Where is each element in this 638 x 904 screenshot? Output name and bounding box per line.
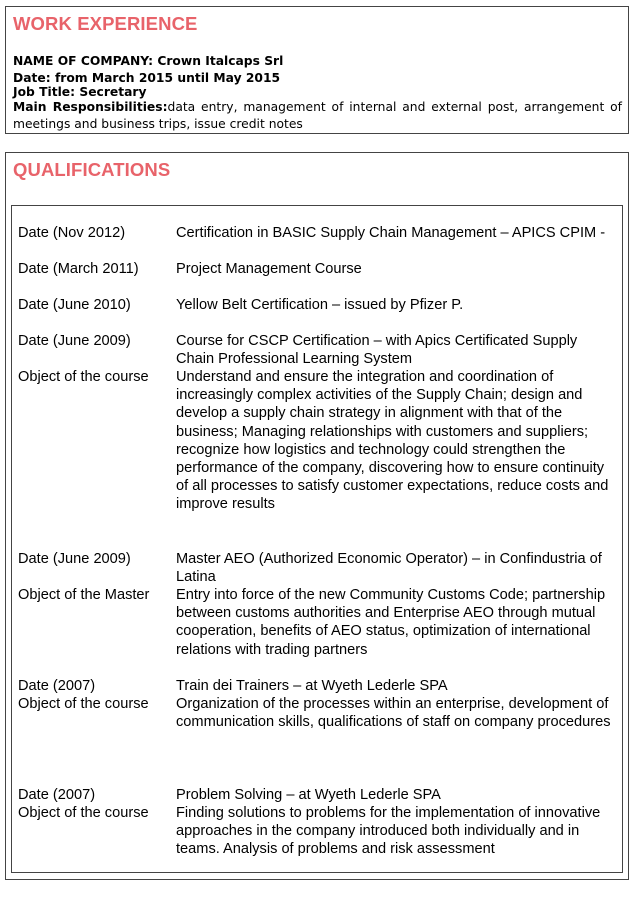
entry-text: Yellow Belt Certification – issued by Pfizer P.	[176, 297, 464, 313]
entry-label: Date (June 2010)	[18, 297, 131, 313]
date-value: from March 2015 until May 2015	[54, 71, 281, 85]
responsibilities-label: Main Responsibilities:	[13, 100, 168, 114]
entry-text: Problem Solving – at Wyeth Lederle SPA	[176, 787, 441, 803]
entry-text: Project Management Course	[176, 261, 362, 277]
responsibilities-value: data entry, management of internal and external post, arrangement of meetings and business trips, issue credit notes	[13, 100, 622, 131]
work-experience-title: WORK EXPERIENCE	[13, 13, 198, 34]
entry-label: Object of the course	[18, 696, 149, 712]
entry-text: Understand and ensure the integration and coordination of increasingly complex activities of the Supply Chain; design and develop a supply chain strategy in alignment with that of the business; Managing relationships with customers and suppliers; recognize how logistics and technology could strengthen the performance of the company, discovering how to ensure continuity of all processes to satisfy customer expectations, reduce costs and improve results	[176, 369, 609, 513]
entry-text: Train dei Trainers – at Wyeth Lederle SPA	[176, 678, 448, 694]
entry-text: Finding solutions to problems for the implementation of innovative approaches in the company introduced both individually and in teams. Analysis of problems and risk assessment	[176, 805, 601, 858]
entry-label: Object of the Master	[18, 587, 150, 603]
work-experience-section	[5, 6, 629, 134]
responsibilities-line	[13, 99, 622, 133]
qualifications-section	[5, 152, 629, 880]
entry-label: Date (2007)	[18, 787, 96, 803]
entry-label: Object of the course	[18, 369, 149, 385]
entry-label: Date (June 2009)	[18, 551, 131, 567]
qualifications-table	[11, 205, 623, 873]
entry-label: Date (2007)	[18, 678, 96, 694]
entry-label: Date (March 2011)	[18, 261, 139, 277]
company-label: NAME OF COMPANY:	[13, 54, 154, 68]
company-value: Crown Italcaps Srl	[157, 54, 284, 68]
entry-text: Master AEO (Authorized Economic Operator) – in Confindustria of Latina	[176, 551, 602, 586]
job-title-value: Secretary	[79, 85, 147, 99]
entry-text: Course for CSCP Certification – with Apics Certificated Supply Chain Professional Learning System	[176, 333, 578, 368]
qualifications-title: QUALIFICATIONS	[13, 159, 171, 180]
entry-label: Date (June 2009)	[18, 333, 131, 349]
entry-text: Organization of the processes within an enterprise, development of communication skills, qualifications of staff on company procedures	[176, 696, 611, 731]
company-line	[13, 53, 283, 70]
entry-text: Entry into force of the new Community Customs Code; partnership between customs authorities and Enterprise AEO through mutual cooperation, benefits of AEO status, optimization of international relations with trading partners	[176, 587, 606, 658]
entry-label: Date (Nov 2012)	[18, 225, 126, 241]
entry-text: Certification in BASIC Supply Chain Management – APICS CPIM -	[176, 225, 606, 241]
job-title-label: Job Title:	[13, 85, 76, 99]
date-label: Date:	[13, 71, 51, 85]
entry-label: Object of the course	[18, 805, 149, 821]
